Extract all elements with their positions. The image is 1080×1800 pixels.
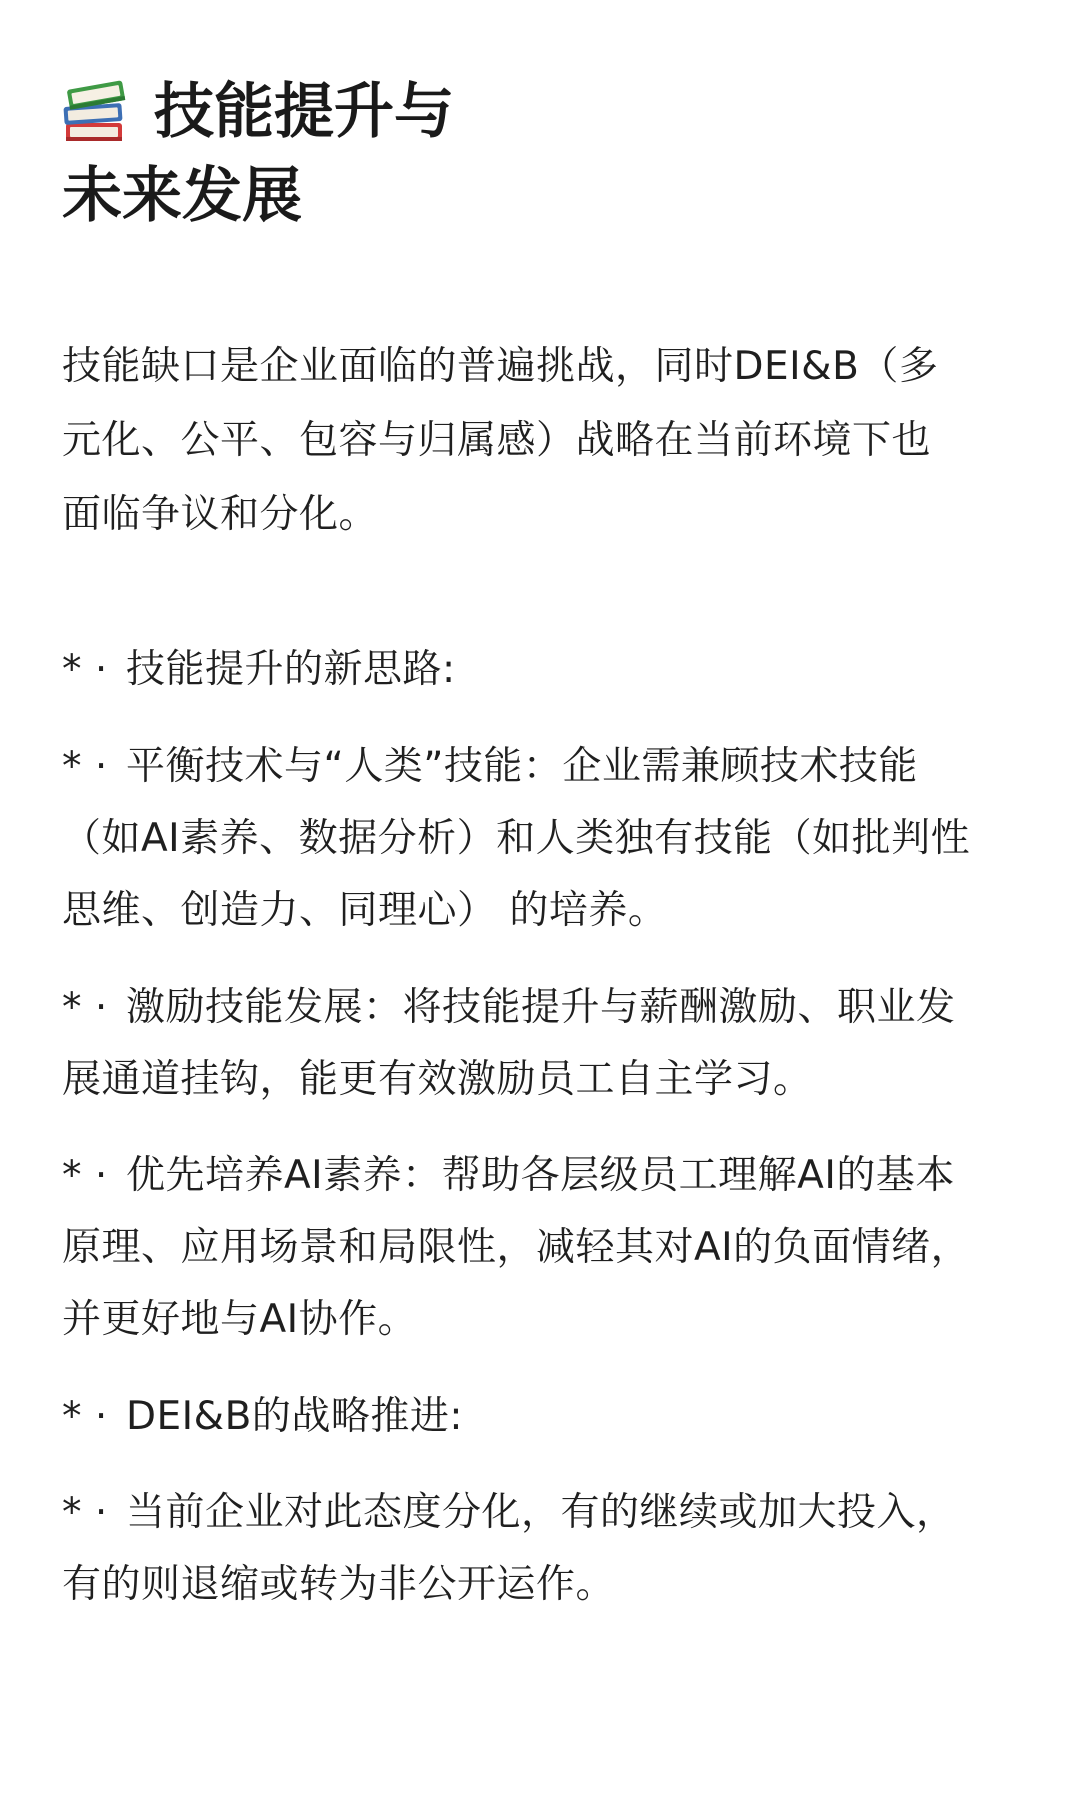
bullet-marker: * ·: [62, 647, 121, 692]
intro-line: 元化、公平、包容与归属感）战略在当前环境下也: [62, 418, 932, 463]
bullet-item-incentives: [62, 972, 1037, 1116]
bullet-line: 有的则退缩或转为非公开运作。: [62, 1562, 616, 1607]
title-line-1: 技能提升与: [154, 77, 454, 147]
bullet-marker: * ·: [62, 744, 121, 789]
bullet-line: [62, 1477, 1037, 1549]
intro-line: 技能缺口是企业面临的普遍挑战，同时DEI&B（多: [62, 344, 939, 389]
bullet-line: [62, 731, 1037, 803]
bullet-text: 当前企业对此态度分化，有的继续或加大投入，: [126, 1490, 956, 1535]
bullet-text: 优先培养AI素养：帮助各层级员工理解AI的基本: [126, 1153, 955, 1198]
bullet-item-deib-attitudes: [62, 1477, 1037, 1621]
bullet-text: 激励技能发展：将技能提升与薪酬激励、职业发: [126, 985, 956, 1030]
page-title: [62, 70, 1022, 238]
bullet-marker: * ·: [62, 1490, 121, 1535]
intro-line: 面临争议和分化。: [62, 492, 379, 537]
bullet-line: [62, 972, 1037, 1044]
title-line-2: 未来发展: [62, 161, 302, 231]
bullet-text: DEI&B的战略推进:: [126, 1394, 463, 1439]
bullet-text: 平衡技术与“人类”技能：企业需兼顾技术技能: [126, 744, 918, 789]
bullet-line: 并更好地与AI协作。: [62, 1297, 418, 1342]
intro-paragraph: [62, 330, 1037, 552]
bullet-item-skills-heading: [62, 634, 1037, 706]
bullet-line: 展通道挂钩，能更有效激励员工自主学习。: [62, 1057, 813, 1102]
bullet-line: [62, 634, 1037, 706]
bullet-line: 思维、创造力、同理心） 的培养。: [62, 888, 668, 933]
bullet-line: [62, 1140, 1037, 1212]
bullet-marker: * ·: [62, 1153, 121, 1198]
bullet-item-deib-heading: [62, 1381, 1037, 1453]
bullet-line: 原理、应用场景和局限性，减轻其对AI的负面情绪，: [62, 1225, 971, 1270]
bullet-marker: * ·: [62, 985, 121, 1030]
bullet-marker: * ·: [62, 1394, 121, 1439]
bullet-line: [62, 1381, 1037, 1453]
bullet-item-ai-literacy: [62, 1140, 1037, 1356]
bullet-line: （如AI素养、数据分析）和人类独有技能（如批判性: [62, 816, 971, 861]
bullet-text: 技能提升的新思路:: [126, 647, 456, 692]
title-row: [62, 70, 1022, 154]
books-icon: [62, 75, 128, 149]
bullet-item-balance-skills: [62, 731, 1037, 947]
